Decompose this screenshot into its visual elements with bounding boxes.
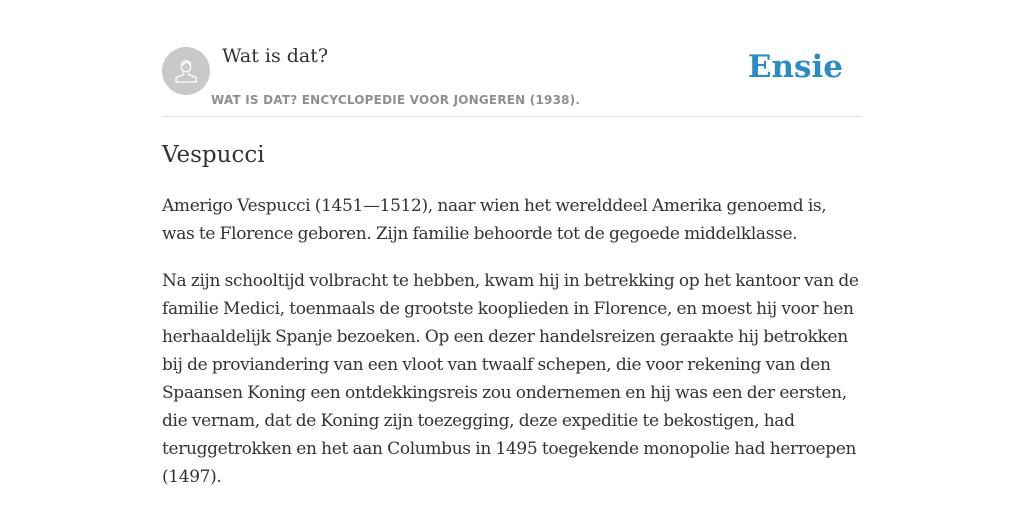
article-paragraph-2: Na zijn schooltijd volbracht te hebben, kwam hij in betrekking op het kantoor van de familie Medici, toenmaals de grootste kooplieden in Florence, en moest hij voor hen herhaaldelijk Spanje bezoeken. Op een dezer handelsreizen geraakte hij betrokken bij de proviandering van een vloot van twaalf schepen, die voor rekening van den Spaansen Koning een ontdekkingsreis zou ondernemen en hij was een der eersten, die vernam, dat de Koning zijn toezegging, deze expeditie te bekostigen, had teruggetrokken en het aan Columbus in 1495 toegekende monopolie had herroepen (1497).	[162, 271, 859, 487]
source-label[interactable]: WAT IS DAT? ENCYCLOPEDIE VOOR JONGEREN (1938).	[211, 93, 581, 107]
user-avatar-icon[interactable]	[162, 47, 210, 95]
article-header	[162, 0, 862, 117]
article-body	[162, 139, 862, 491]
person-outline-icon	[162, 47, 210, 95]
article-title: Vespucci	[162, 142, 265, 168]
author-name[interactable]: Wat is dat?	[222, 45, 329, 67]
article-paragraph-1: Amerigo Vespucci (1451—1512), naar wien het werelddeel Amerika genoemd is, was te Florence geboren. Zijn familie behoorde tot de gegoede middelklasse.	[162, 196, 827, 244]
brand-logo[interactable]: Ensie	[747, 49, 843, 85]
